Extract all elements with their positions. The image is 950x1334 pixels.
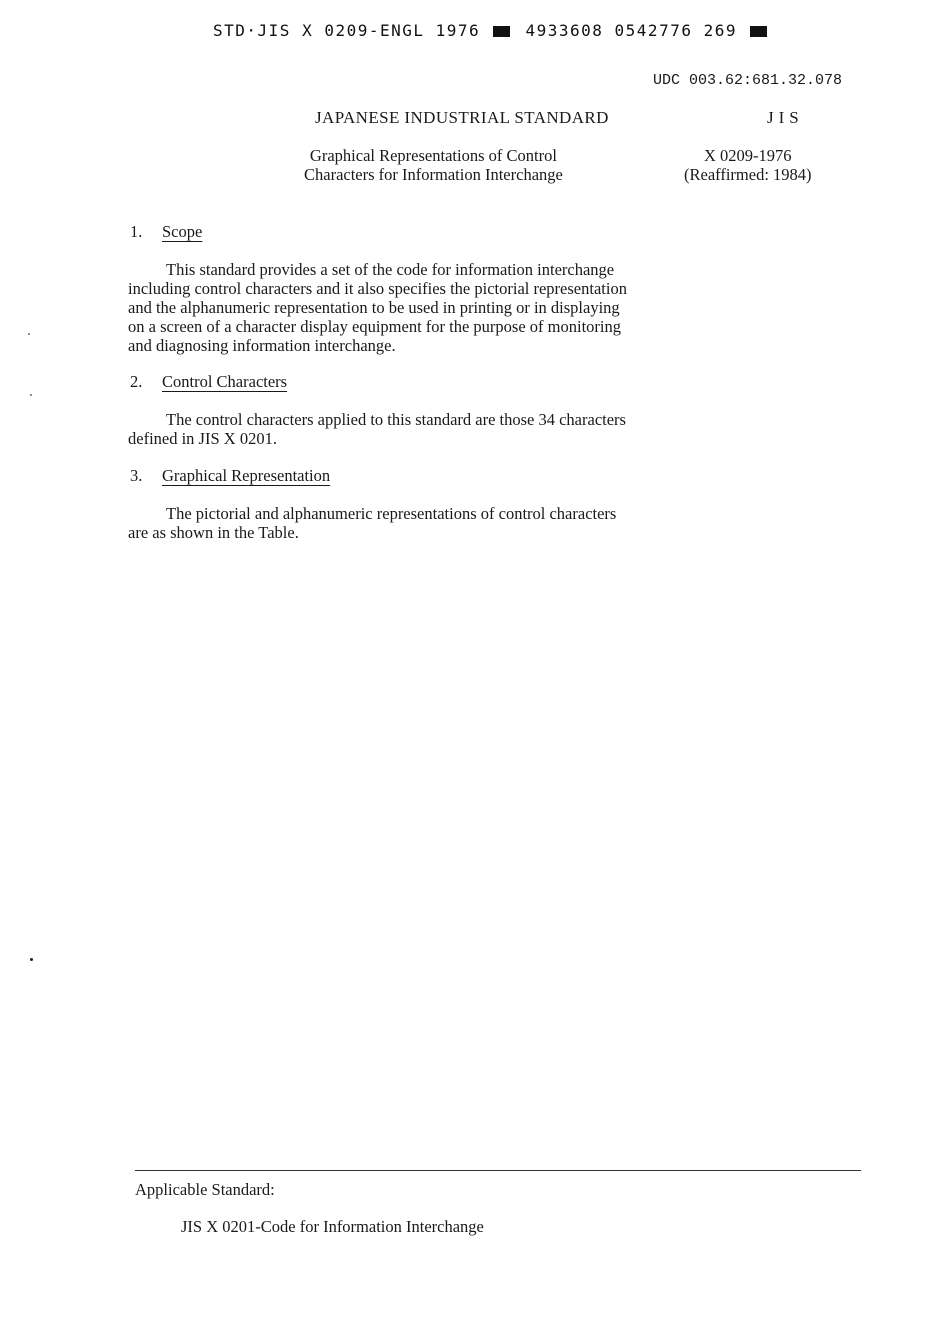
scan-speck [28, 333, 30, 335]
body-line-text: The control characters applied to this standard are those 34 characters [166, 410, 626, 429]
standard-number [684, 146, 812, 184]
catalog-serial: 4933608 0542776 269 [525, 21, 737, 40]
body-line [128, 260, 818, 279]
body-line-text: This standard provides a set of the code for information interchange [166, 260, 615, 279]
body-line: on a screen of a character display equipment for the purpose of monitoring [128, 317, 621, 336]
catalog-strip [213, 21, 771, 40]
standard-id: X 0209-1976 [703, 146, 792, 165]
catalog-code: STD·JIS X 0209-ENGL 1976 [213, 21, 481, 40]
section-heading-scope [130, 222, 202, 242]
section-number: 2. [130, 372, 143, 391]
body-line [128, 410, 818, 429]
document-title [304, 146, 563, 184]
reaffirmed-note: (Reaffirmed: 1984) [684, 165, 812, 184]
body-line: including control characters and it also specifies the pictorial representation [128, 279, 627, 298]
body-line: and diagnosing information interchange. [128, 336, 396, 355]
footer-divider [135, 1170, 861, 1171]
section-body-control-characters [128, 410, 818, 448]
body-line-text: The pictorial and alphanumeric representations of control characters [166, 504, 617, 523]
title-line-2: Characters for Information Interchange [304, 165, 563, 184]
jis-mark: JIS [767, 108, 804, 127]
applicable-standard-item: JIS X 0201-Code for Information Interchange [181, 1217, 484, 1236]
section-title: Scope [162, 222, 203, 241]
title-line-1: Graphical Representations of Control [309, 146, 557, 165]
scan-speck [30, 958, 33, 961]
applicable-standard-label: Applicable Standard: [135, 1180, 275, 1199]
body-line: defined in JIS X 0201. [128, 429, 277, 448]
section-number: 1. [130, 222, 143, 241]
section-number: 3. [130, 466, 143, 485]
scan-speck [30, 394, 32, 396]
body-line: and the alphanumeric representation to be used in printing or in displaying [128, 298, 620, 317]
organization-heading: JAPANESE INDUSTRIAL STANDARD [315, 108, 609, 127]
black-block-mark [493, 26, 510, 37]
black-block-mark [750, 26, 767, 37]
body-line [128, 504, 818, 523]
section-heading-graphical-representation [130, 466, 330, 486]
section-title: Control Characters [162, 372, 288, 391]
udc-code: UDC 003.62:681.32.078 [652, 72, 842, 89]
section-title: Graphical Representation [162, 466, 331, 485]
section-heading-control-characters [130, 372, 287, 392]
body-line: are as shown in the Table. [128, 523, 299, 542]
section-body-graphical-representation [128, 504, 818, 542]
section-body-scope [128, 260, 818, 355]
